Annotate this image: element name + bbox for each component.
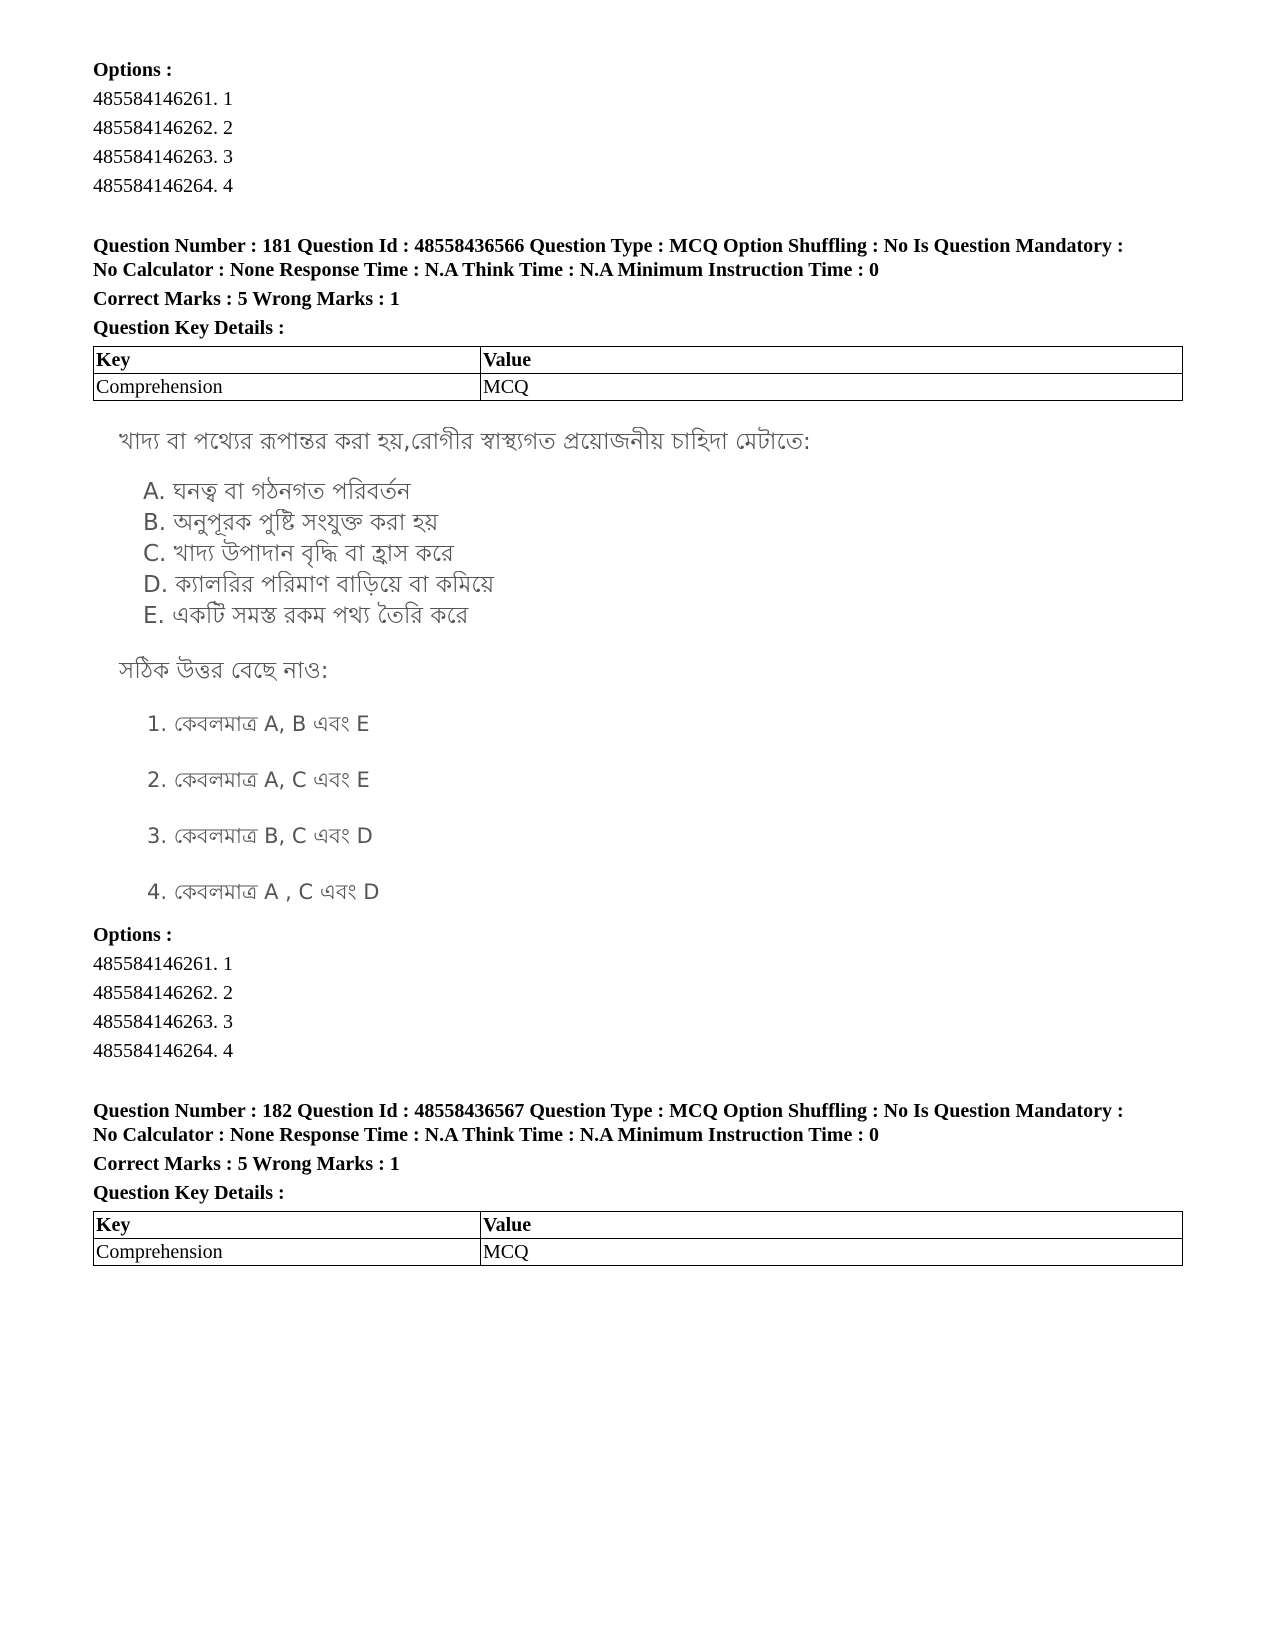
option-item: 485584146263. 3 [93,1011,233,1033]
statement-item: E. একটি সমস্ত রকম পথ্য তৈরি করে [143,603,469,629]
table-header-value: Value [481,347,1183,374]
key-details-table [93,1211,1183,1266]
question-header-line2: No Calculator : None Response Time : N.A Think Time : N.A Minimum Instruction Time : 0 [93,1124,879,1146]
options-label: Options : [93,59,173,81]
statement-item: C. খাদ্য উপাদান বৃদ্ধি বা হ্রাস করে [143,541,454,567]
question-header-line1: Question Number : 182 Question Id : 48558436567 Question Type : MCQ Option Shuffling : No Is Question Mandatory : [93,1100,1124,1122]
option-item: 485584146264. 4 [93,1040,233,1062]
answer-choice: 1. কেবলমাত্র A, B এবং E [147,712,370,736]
option-item: 485584146262. 2 [93,117,233,139]
spacer [93,201,1183,234]
table-cell-value: MCQ [481,374,1183,401]
question-stem: খাদ্য বা পথ্যের রূপান্তর করা হয়,রোগীর স্বাস্থ্যগত প্রয়োজনীয় চাহিদা মেটাতে: [119,429,811,455]
options-label: Options : [93,924,173,946]
document-page [93,56,1183,1266]
option-item: 485584146261. 1 [93,88,233,110]
key-details-table [93,346,1183,401]
answer-choice: 4. কেবলমাত্র A , C এবং D [147,880,380,904]
options-block [93,921,1183,1066]
marks-line: Correct Marks : 5 Wrong Marks : 1 [93,288,400,310]
answer-choice: 2. কেবলমাত্র A, C এবং E [147,768,370,792]
option-item: 485584146263. 3 [93,146,233,168]
answer-choice: 3. কেবলমাত্র B, C এবং D [147,824,373,848]
table-header-key: Key [94,1212,481,1239]
question-181 [93,234,1183,1066]
question-header-line1: Question Number : 181 Question Id : 48558436566 Question Type : MCQ Option Shuffling : No Is Question Mandatory : [93,235,1124,257]
option-item: 485584146262. 2 [93,982,233,1004]
spacer [93,1066,1183,1099]
question-182 [93,1099,1183,1266]
options-block-top [93,56,1183,201]
table-cell-value: MCQ [481,1239,1183,1266]
question-header-line2: No Calculator : None Response Time : N.A Think Time : N.A Minimum Instruction Time : 0 [93,259,879,281]
table-cell-key: Comprehension [94,1239,481,1266]
table-header-value: Value [481,1212,1183,1239]
table-header-row [94,1212,1183,1239]
question-image [119,427,879,917]
statement-item: A. ঘনত্ব বা গঠনগত পরিবর্তন [143,479,411,505]
table-row [94,1239,1183,1266]
table-row [94,374,1183,401]
option-item: 485584146261. 1 [93,953,233,975]
table-header-row [94,347,1183,374]
statement-item: D. ক্যালরির পরিমাণ বাড়িয়ে বা কমিয়ে [143,572,495,598]
table-header-key: Key [94,347,481,374]
key-details-label: Question Key Details : [93,317,285,339]
option-item: 485584146264. 4 [93,175,233,197]
table-cell-key: Comprehension [94,374,481,401]
statement-item: B. অনুপূরক পুষ্টি সংযুক্ত করা হয় [143,510,439,536]
marks-line: Correct Marks : 5 Wrong Marks : 1 [93,1153,400,1175]
answer-prompt: সঠিক উত্তর বেছে নাও: [119,658,329,684]
key-details-label: Question Key Details : [93,1182,285,1204]
